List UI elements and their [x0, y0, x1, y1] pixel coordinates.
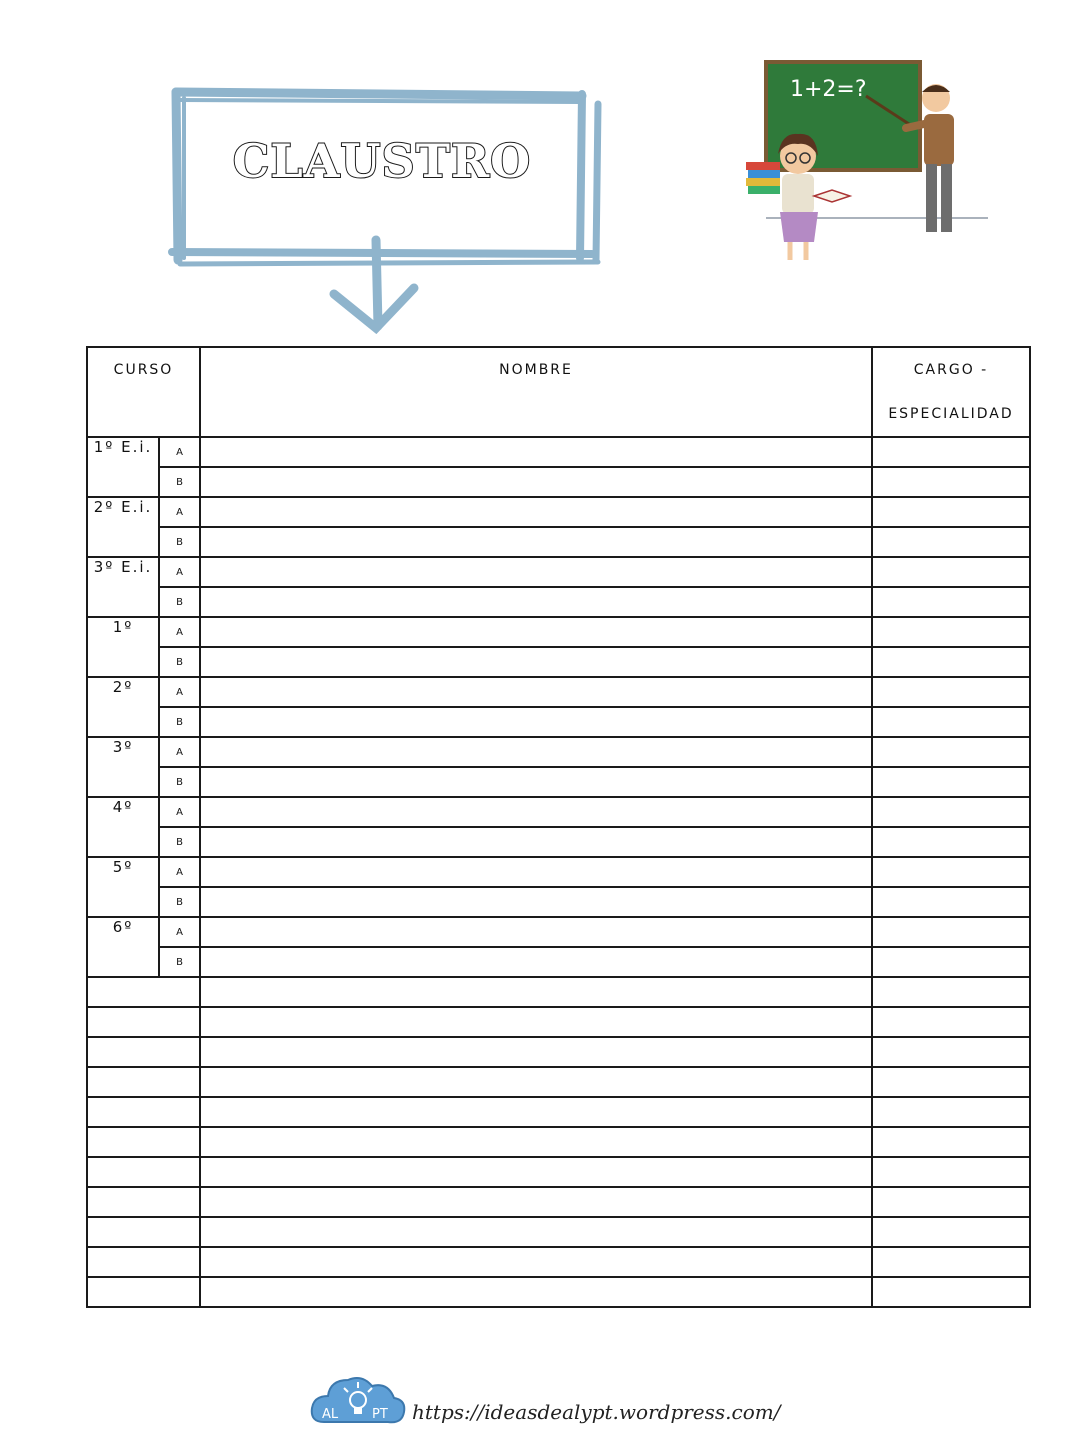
- table-row: [87, 707, 1030, 737]
- footer-url-link[interactable]: https://ideasdealypt.wordpress.com/: [412, 1400, 781, 1424]
- logo-pt: PT: [372, 1407, 388, 1422]
- grade-label: 2º E.i.: [87, 497, 159, 557]
- nombre-cell[interactable]: [200, 1157, 872, 1187]
- table-row: [87, 947, 1030, 977]
- table-row: [87, 527, 1030, 557]
- cargo-cell[interactable]: [872, 1217, 1030, 1247]
- curso-cell[interactable]: [87, 1157, 200, 1187]
- cargo-cell[interactable]: [872, 587, 1030, 617]
- nombre-cell[interactable]: [200, 797, 872, 827]
- table-row: [87, 1277, 1030, 1307]
- table-row: [87, 1217, 1030, 1247]
- nombre-cell[interactable]: [200, 977, 872, 1007]
- cargo-cell[interactable]: [872, 827, 1030, 857]
- nombre-cell[interactable]: [200, 857, 872, 887]
- section-label: A: [159, 617, 200, 647]
- table-row: [87, 767, 1030, 797]
- nombre-cell[interactable]: [200, 767, 872, 797]
- section-label: B: [159, 887, 200, 917]
- section-label: A: [159, 737, 200, 767]
- cargo-cell[interactable]: [872, 737, 1030, 767]
- table-row: [87, 827, 1030, 857]
- cargo-cell[interactable]: [872, 767, 1030, 797]
- title-sign: [162, 82, 612, 334]
- cargo-cell[interactable]: [872, 467, 1030, 497]
- table-row: [87, 1187, 1030, 1217]
- claustro-table: [86, 346, 1031, 1308]
- nombre-cell[interactable]: [200, 1037, 872, 1067]
- section-label: A: [159, 497, 200, 527]
- table-row: [87, 1157, 1030, 1187]
- curso-cell[interactable]: [87, 1277, 200, 1307]
- logo-al: AL: [322, 1407, 339, 1422]
- cargo-cell[interactable]: [872, 557, 1030, 587]
- board-text: 1+2=?: [790, 77, 867, 102]
- curso-cell[interactable]: [87, 1217, 200, 1247]
- nombre-cell[interactable]: [200, 1097, 872, 1127]
- cargo-cell[interactable]: [872, 1067, 1030, 1097]
- header-curso: CURSO: [87, 347, 200, 437]
- table-row: [87, 857, 1030, 887]
- section-label: B: [159, 707, 200, 737]
- table-row: [87, 677, 1030, 707]
- grade-label: 3º: [87, 737, 159, 797]
- cargo-cell[interactable]: [872, 1037, 1030, 1067]
- header-nombre: NOMBRE: [200, 347, 872, 437]
- nombre-cell[interactable]: [200, 707, 872, 737]
- section-label: A: [159, 797, 200, 827]
- cargo-cell[interactable]: [872, 677, 1030, 707]
- section-label: B: [159, 827, 200, 857]
- cargo-cell[interactable]: [872, 947, 1030, 977]
- cargo-cell[interactable]: [872, 527, 1030, 557]
- grade-label: 4º: [87, 797, 159, 857]
- nombre-cell[interactable]: [200, 737, 872, 767]
- table-row: [87, 467, 1030, 497]
- page-title: CLAUSTRO: [232, 134, 532, 188]
- table-row: [87, 797, 1030, 827]
- footer: [308, 1370, 781, 1430]
- cargo-cell[interactable]: [872, 887, 1030, 917]
- table-row: [87, 917, 1030, 947]
- nombre-cell[interactable]: [200, 1187, 872, 1217]
- curso-cell[interactable]: [87, 1247, 200, 1277]
- table-row: [87, 1037, 1030, 1067]
- nombre-cell[interactable]: [200, 557, 872, 587]
- curso-cell[interactable]: [87, 1187, 200, 1217]
- nombre-cell[interactable]: [200, 1277, 872, 1307]
- cargo-cell[interactable]: [872, 917, 1030, 947]
- nombre-cell[interactable]: [200, 437, 872, 467]
- curso-cell[interactable]: [87, 1127, 200, 1157]
- section-label: A: [159, 857, 200, 887]
- table-row: [87, 1247, 1030, 1277]
- curso-cell[interactable]: [87, 1007, 200, 1037]
- grade-label: 3º E.i.: [87, 557, 159, 617]
- table-row: [87, 1067, 1030, 1097]
- section-label: A: [159, 437, 200, 467]
- cargo-cell[interactable]: [872, 707, 1030, 737]
- cargo-cell[interactable]: [872, 1157, 1030, 1187]
- grade-label: 1º: [87, 617, 159, 677]
- nombre-cell[interactable]: [200, 527, 872, 557]
- curso-cell[interactable]: [87, 1067, 200, 1097]
- cargo-cell[interactable]: [872, 1007, 1030, 1037]
- table-row: [87, 887, 1030, 917]
- cargo-cell[interactable]: [872, 1097, 1030, 1127]
- table-row: [87, 1097, 1030, 1127]
- table-row: [87, 587, 1030, 617]
- grade-label: 2º: [87, 677, 159, 737]
- nombre-cell[interactable]: [200, 827, 872, 857]
- cargo-cell[interactable]: [872, 1277, 1030, 1307]
- header-especialidad: ESPECIALIDAD: [888, 406, 1014, 422]
- section-label: B: [159, 467, 200, 497]
- grade-label: 1º E.i.: [87, 437, 159, 497]
- section-label: B: [159, 527, 200, 557]
- nombre-cell[interactable]: [200, 887, 872, 917]
- nombre-cell[interactable]: [200, 1007, 872, 1037]
- section-label: B: [159, 647, 200, 677]
- table-row: [87, 647, 1030, 677]
- section-label: B: [159, 947, 200, 977]
- cargo-cell[interactable]: [872, 977, 1030, 1007]
- table-row: [87, 737, 1030, 767]
- nombre-cell[interactable]: [200, 947, 872, 977]
- table-row: [87, 557, 1030, 587]
- section-label: A: [159, 917, 200, 947]
- nombre-cell[interactable]: [200, 1127, 872, 1157]
- table-row: [87, 977, 1030, 1007]
- section-label: B: [159, 767, 200, 797]
- cargo-cell[interactable]: [872, 1127, 1030, 1157]
- section-label: A: [159, 677, 200, 707]
- cargo-cell[interactable]: [872, 857, 1030, 887]
- cargo-cell[interactable]: [872, 1247, 1030, 1277]
- grade-label: 6º: [87, 917, 159, 977]
- nombre-cell[interactable]: [200, 1067, 872, 1097]
- cargo-cell[interactable]: [872, 797, 1030, 827]
- header-cargo: CARGO -: [913, 362, 989, 378]
- header-cargo-especialidad: [872, 347, 1030, 437]
- table-row: [87, 1007, 1030, 1037]
- nombre-cell[interactable]: [200, 1247, 872, 1277]
- nombre-cell[interactable]: [200, 587, 872, 617]
- table-row: [87, 617, 1030, 647]
- cargo-cell[interactable]: [872, 647, 1030, 677]
- table-row: [87, 437, 1030, 467]
- grade-label: 5º: [87, 857, 159, 917]
- nombre-cell[interactable]: [200, 467, 872, 497]
- curso-cell[interactable]: [87, 977, 200, 1007]
- cargo-cell[interactable]: [872, 617, 1030, 647]
- nombre-cell[interactable]: [200, 647, 872, 677]
- cargo-cell[interactable]: [872, 1187, 1030, 1217]
- cargo-cell[interactable]: [872, 497, 1030, 527]
- curso-cell[interactable]: [87, 1037, 200, 1067]
- nombre-cell[interactable]: [200, 617, 872, 647]
- nombre-cell[interactable]: [200, 497, 872, 527]
- teachers-at-blackboard-icon: [736, 56, 996, 276]
- table-row: [87, 497, 1030, 527]
- curso-cell[interactable]: [87, 1097, 200, 1127]
- alpt-cloud-logo-icon: [308, 1370, 408, 1428]
- section-label: A: [159, 557, 200, 587]
- cargo-cell[interactable]: [872, 437, 1030, 467]
- sign-frame-icon: [162, 82, 612, 334]
- nombre-cell[interactable]: [200, 917, 872, 947]
- nombre-cell[interactable]: [200, 1217, 872, 1247]
- table-row: [87, 1127, 1030, 1157]
- section-label: B: [159, 587, 200, 617]
- nombre-cell[interactable]: [200, 677, 872, 707]
